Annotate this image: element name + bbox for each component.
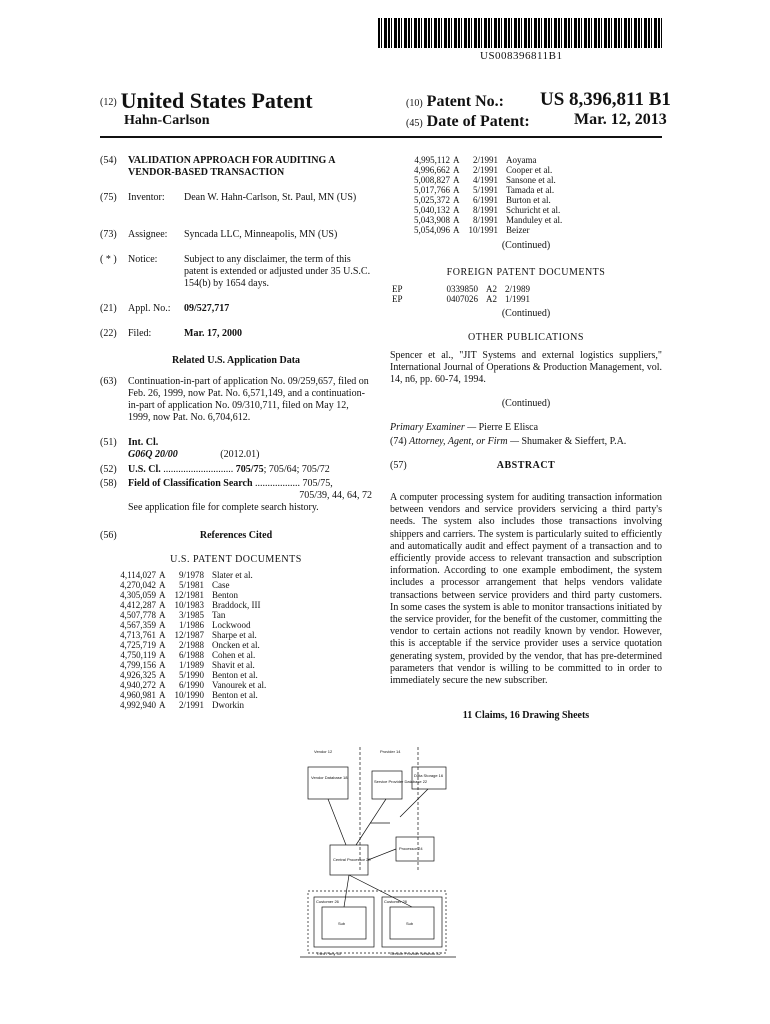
us-documents-table-left [120,570,269,710]
data-storage-text: Data Storage 16 [414,773,444,778]
service-db-box [372,771,402,799]
us-document-row: 4,114,027 A 9/1978 Slater et al. [120,570,253,580]
us-document-row: 4,412,287 A 10/1983 Braddock, III [120,600,261,610]
barcode [378,18,662,48]
representative-drawing [300,745,460,960]
related-heading: Related U.S. Application Data [171,355,301,366]
provider-label: Provider 14 [380,749,401,754]
abstract-text: A computer processing system for auditing transaction information between vendors and service providers servicing a third party's needs. The system also includes those transactions involving shippers and carriers. The system is particularly suited to efficiently and automatically audit and effect payment of a transaction and to efficiently provide access to relevant transaction and subscription information. According to one example embodiment, the system includes a processor arrangement that helps vendors validate transactions between service providers and third party customers. In some cases the system is able to monitor transactions initiated by the service provider, for the benefit of the customer, committing the vendor to certain actions not readily known by vendor. However, this is acceptable if the service provider uses a service quotation generating system, provided by the vendor, that has pre-determined parameters that vendor is willing to be committed to in order to immediately secure the new subscriber. [390,492,662,687]
header-rule [100,136,662,138]
continued-3: (Continued) [501,398,551,409]
us-document-row: 4,725,719 A 2/1988 Oncken et al. [120,640,260,650]
us-document-row: 4,713,761 A 12/1987 Sharpe et al. [120,630,257,640]
us-document-row: 4,567,359 A 1/1986 Lockwood [120,620,251,630]
patent-date: Mar. 12, 2013 [574,111,667,128]
processor-text: Processor 24 [399,846,423,851]
us-document-row: 5,008,827 A 4/1991 Sansone et al. [414,175,556,185]
us-cl-field: (52) U.S. Cl. ............................ 705/75; 705/64; 705/72 [100,464,330,475]
related-application-field: (63) Continuation-in-part of application No. 09/259,657, filed on Feb. 26, 1999, now Pat. No. 6,571,149, and a continuation-in-part of application No. 09/310,711, filed on May 12, 1999, now Pat. No. 6,704,612. [100,376,369,423]
customer-right-text: Customer 28 [384,899,407,904]
inventor-short: Hahn-Carlson [124,113,210,128]
us-document-row: 4,270,042 A 5/1981 Case [120,580,230,590]
patent-number-label: (10) Patent No.: [406,93,504,110]
customer-left-text: Customer 26 [316,899,339,904]
us-document-row: 4,305,059 A 12/1981 Benton [120,590,239,600]
foreign-document-row: EP 0407026 A2 1/1991 [392,294,531,304]
us-document-row: 4,995,112 A 2/1991 Aoyama [414,155,537,165]
us-document-row: 4,940,272 A 6/1990 Vanourek et al. [120,680,267,690]
customer-sub-left: Sub [338,921,346,926]
central-processor-text: Central Processor 20 [333,857,371,862]
foreign-document-row: EP 0339850 A2 2/1989 [392,284,531,294]
document-type: (12) United States Patent [100,88,313,113]
assignee-field: (73) Assignee: Syncada LLC, Minneapolis, MN (US) [100,229,338,240]
filed-field: (22) Filed: Mar. 17, 2000 [100,328,242,339]
field-of-search: (58) Field of Classification Search .................. 705/75, 705/39, 44, 64, 72 See application file for complete search history. [100,478,372,513]
other-publications-heading: OTHER PUBLICATIONS [468,332,584,343]
us-document-row: 4,996,662 A 2/1991 Cooper et al. [414,165,553,175]
us-document-row: 5,017,766 A 5/1991 Tamada et al. [414,185,555,195]
continued-2: (Continued) [501,308,551,319]
us-document-row: 5,025,372 A 6/1991 Burton et al. [414,195,551,205]
continued-1: (Continued) [501,240,551,251]
us-document-row: 4,960,981 A 10/1990 Benton et al. [120,690,258,700]
vendor-label: Vendor 12 [314,749,333,754]
us-documents-table-right [414,155,565,235]
us-document-row: 4,992,940 A 2/1991 Dworkin [120,700,245,710]
us-document-row: 4,507,778 A 3/1985 Tan [120,610,226,620]
primary-examiner: Primary Examiner — Pierre E Elisca [390,422,539,433]
customer-sub-right: Sub [406,921,414,926]
title-field: (54) VALIDATION APPROACH FOR AUDITING A VENDOR-BASED TRANSACTION [100,155,335,178]
foreign-documents-heading: FOREIGN PATENT DOCUMENTS [446,267,606,278]
attorney: (74) Attorney, Agent, or Firm — Shumaker & Sieffert, P.A. [390,436,627,447]
us-document-row: 4,799,156 A 1/1989 Shavit et al. [120,660,255,670]
us-document-row: 5,040,132 A 8/1991 Schuricht et al. [414,205,561,215]
other-publication-entry: Spencer et al., "JIT Systems and external logistics suppliers," International Journal of Operations & Production Management, vol. 14, n6, pp. 60-74, 1994. [390,350,662,385]
date-label: (45) Date of Patent: [406,113,530,130]
vendor-database-box [308,767,348,799]
us-document-row: 5,043,908 A 8/1991 Manduley et al. [414,215,563,225]
us-patent-documents-heading: U.S. PATENT DOCUMENTS [170,554,302,565]
inventor-field: (75) Inventor: Dean W. Hahn-Carlson, St. Paul, MN (US) [100,192,357,203]
us-document-row: 4,926,325 A 5/1990 Benton et al. [120,670,258,680]
references-field: (56) References Cited [100,530,273,541]
third-party-text: Third Party 30 [316,951,342,956]
network-text: Service Provider Network 32 [390,951,441,956]
vendor-db-text: Vendor Database 18 [311,775,348,780]
data-storage-box [412,767,446,789]
int-cl-field: (51) Int. Cl. G06Q 20/00 (2012.01) [100,437,260,460]
service-db-text: Service Provider Database 22 [374,779,428,784]
barcode-number: US008396811B1 [480,50,563,62]
us-document-row: 4,750,119 A 6/1988 Cohen et al. [120,650,256,660]
abstract-heading: (57) ABSTRACT [390,460,556,471]
application-number-field: (21) Appl. No.: 09/527,717 [100,303,230,314]
notice-field: ( * ) Notice: Subject to any disclaimer, the term of this patent is extended or adjusted under 35 U.S.C. 154(b) by 1654 days. [100,254,371,289]
claims-count: 11 Claims, 16 Drawing Sheets [462,710,590,721]
us-document-row: 5,054,096 A 10/1991 Beizer [414,225,530,235]
patent-number: US 8,396,811 B1 [540,89,671,110]
foreign-documents-table [392,284,538,304]
